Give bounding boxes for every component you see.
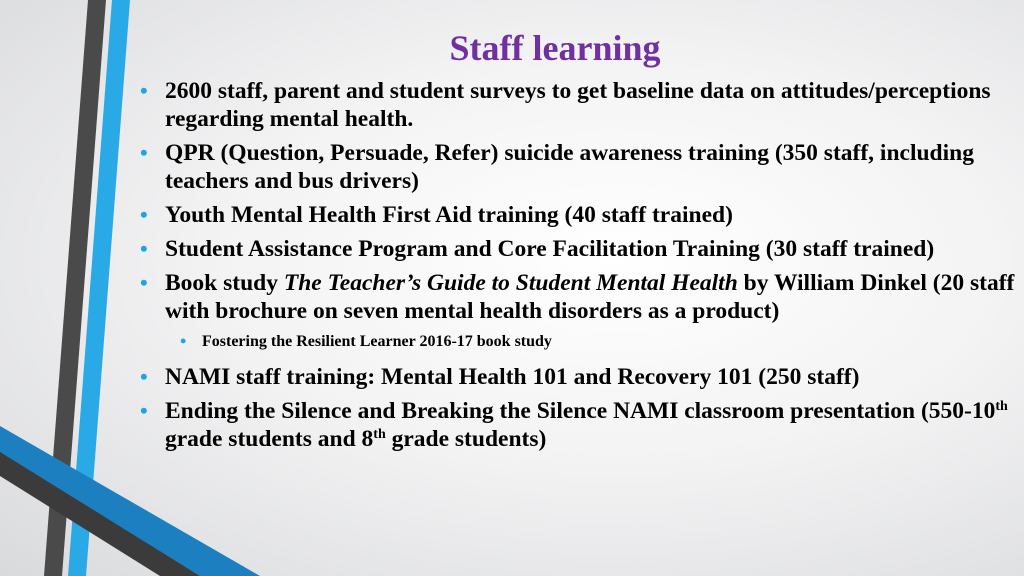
bullet-dot-icon: • [180,331,187,351]
bullet-dot-icon: • [140,270,148,295]
list-item-youth-mhfa: • Youth Mental Health First Aid training (40 staff trained) [140,202,733,228]
list-item-surveys: • 2600 staff, parent and student surveys to get baseline data on attitudes/perceptions regarding mental health. [140,78,991,132]
bullet-dot-icon: • [140,398,148,423]
bullet-dot-icon: • [140,236,148,261]
sub-item-resilient-learner: • Fostering the Resilient Learner 2016-17 book study [180,331,552,351]
bullet-dot-icon: • [140,364,148,389]
slide-title: Staff learning [449,28,661,68]
list-item-nami-training: • NAMI staff training: Mental Health 101 and Recovery 101 (250 staff) [140,364,860,390]
bullet-list [140,77,1015,459]
bullet-dot-icon: • [140,140,148,165]
list-item-qpr: • QPR (Question, Persuade, Refer) suicide awareness training (350 staff, including teachers and bus drivers) [140,140,974,194]
bullet-dot-icon: • [140,202,148,227]
book-title: The Teacher’s Guide to Student Mental Health [283,270,738,296]
list-item-sap: • Student Assistance Program and Core Facilitation Training (30 staff trained) [140,236,935,262]
list-item-book-study: • Book study The Teacher’s Guide to Student Mental Health by William Dinkel (20 staff with brochure on seven mental health disorders as a product) [140,270,1015,324]
bullet-dot-icon: • [140,78,148,103]
list-item-ending-silence: • Ending the Silence and Breaking the Silence NAMI classroom presentation (550-10th grade students and 8th grade students) [140,398,1008,452]
